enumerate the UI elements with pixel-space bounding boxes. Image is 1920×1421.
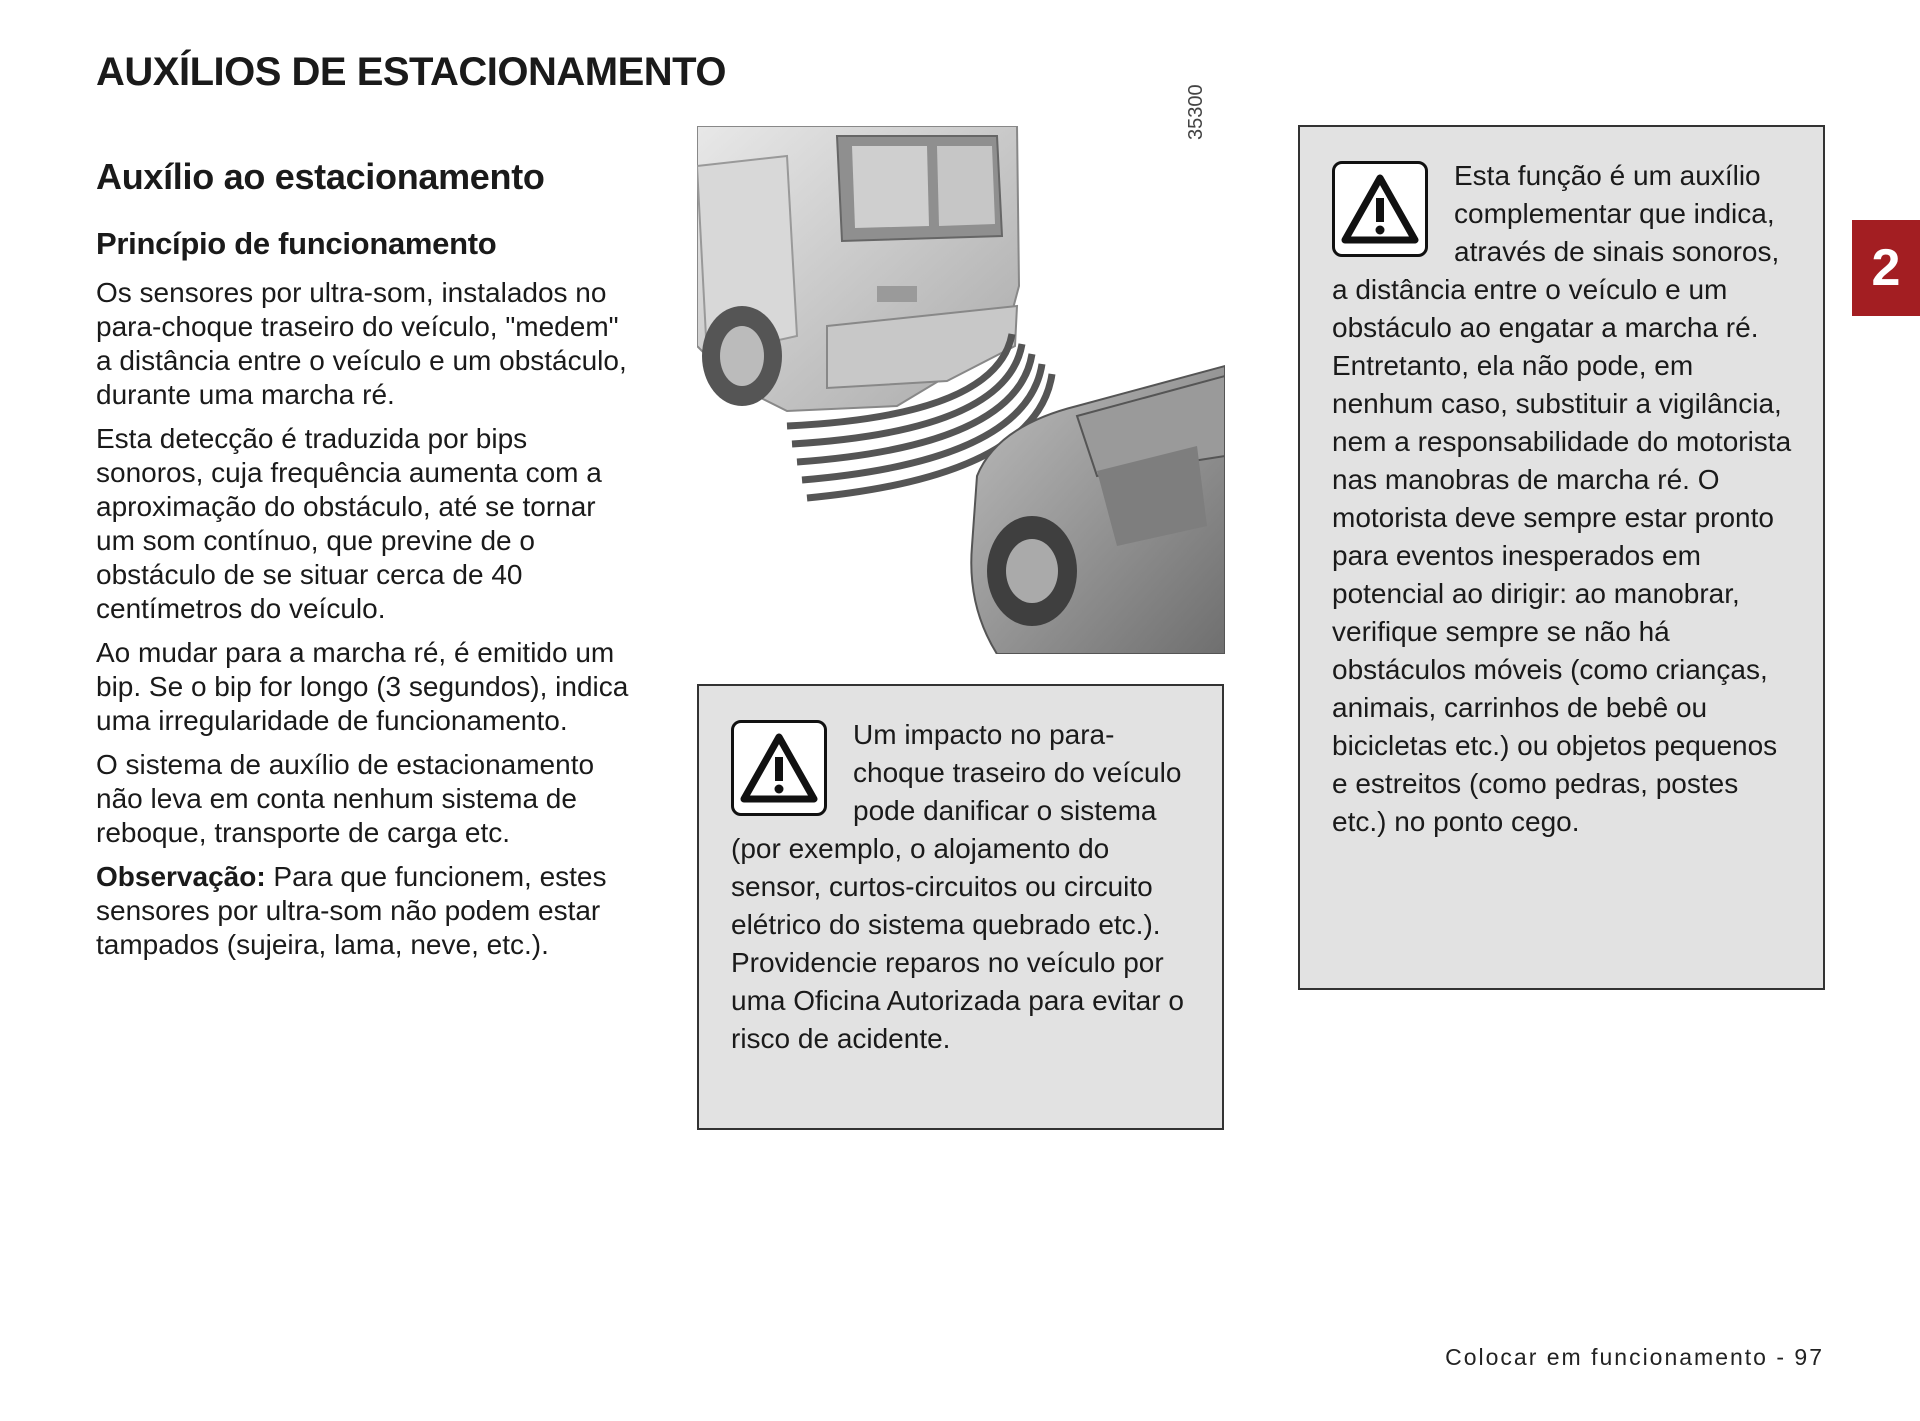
warning-box-middle xyxy=(697,684,1224,1130)
section-title: Auxílio ao estacionamento xyxy=(96,156,545,197)
figure-number: 35300 xyxy=(1185,84,1207,140)
paragraph-3: Ao mudar para a marcha ré, é emitido um bip. Se o bip for longo (3 segundos), indica uma irregularidade de funcionamento. xyxy=(96,637,629,736)
warning-middle-text: Um impacto no para-choque traseiro do veículo pode danificar o sistema (por exemplo, o alojamento do sensor, curtos-circuitos ou circuito elétrico do sistema quebrado etc.). Providencie reparos no veículo por uma Oficina Autorizada para evitar o risco de acidente. xyxy=(731,719,1184,1054)
left-column xyxy=(96,150,636,972)
chapter-tab: 2 xyxy=(1852,220,1920,316)
note-paragraph xyxy=(96,860,636,962)
paragraph-1: Os sensores por ultra-som, instalados no para-choque traseiro do veículo, "medem" a distância entre o veículo e um obstáculo, durante uma marcha ré. xyxy=(96,277,627,410)
paragraph-2: Esta detecção é traduzida por bips sonoros, cuja frequência aumenta com a aproximação do obstáculo, até se tornar um som contínuo, que previne de o obstáculo de se situar cerca de 40 centímetros do veículo. xyxy=(96,423,602,624)
paragraph-4: O sistema de auxílio de estacionamento não leva em conta nenhum sistema de reboque, transporte de carga etc. xyxy=(96,749,595,848)
warning-triangle-icon xyxy=(1332,161,1428,257)
page-footer: Colocar em funcionamento - 97 xyxy=(1445,1344,1824,1370)
subsection-title: Princípio de funcionamento xyxy=(96,226,497,261)
warning-right-text: Esta função é um auxílio complementar que indica, através de sinais sonoros, a distância entre o veículo e um obstáculo ao engatar a marcha ré. Entretanto, ela não pode, em nenhum caso, substituir a vigilância, nem a responsabilidade do motorista nas manobras de marcha ré. O motorista deve sempre estar pronto para eventos inesperados em potencial ao dirigir: ao manobrar, verifique sempre se não há obstáculos móveis (como crianças, animais, carrinhos de bebê ou bicicletas etc.) ou objetos pequenos e estreitos (como pedras, postes etc.) no ponto cego. xyxy=(1332,160,1792,837)
page-title: AUXÍLIOS DE ESTACIONAMENTO xyxy=(96,50,727,94)
note-text: Para que funcionem, estes sensores por ultra-som não podem estar tampados (sujeira, lama, neve, etc.). xyxy=(96,861,607,960)
note-label: Observação: xyxy=(96,861,266,892)
warning-triangle-icon xyxy=(731,720,827,816)
parking-sensor-illustration xyxy=(697,126,1225,654)
warning-box-right xyxy=(1298,125,1825,990)
